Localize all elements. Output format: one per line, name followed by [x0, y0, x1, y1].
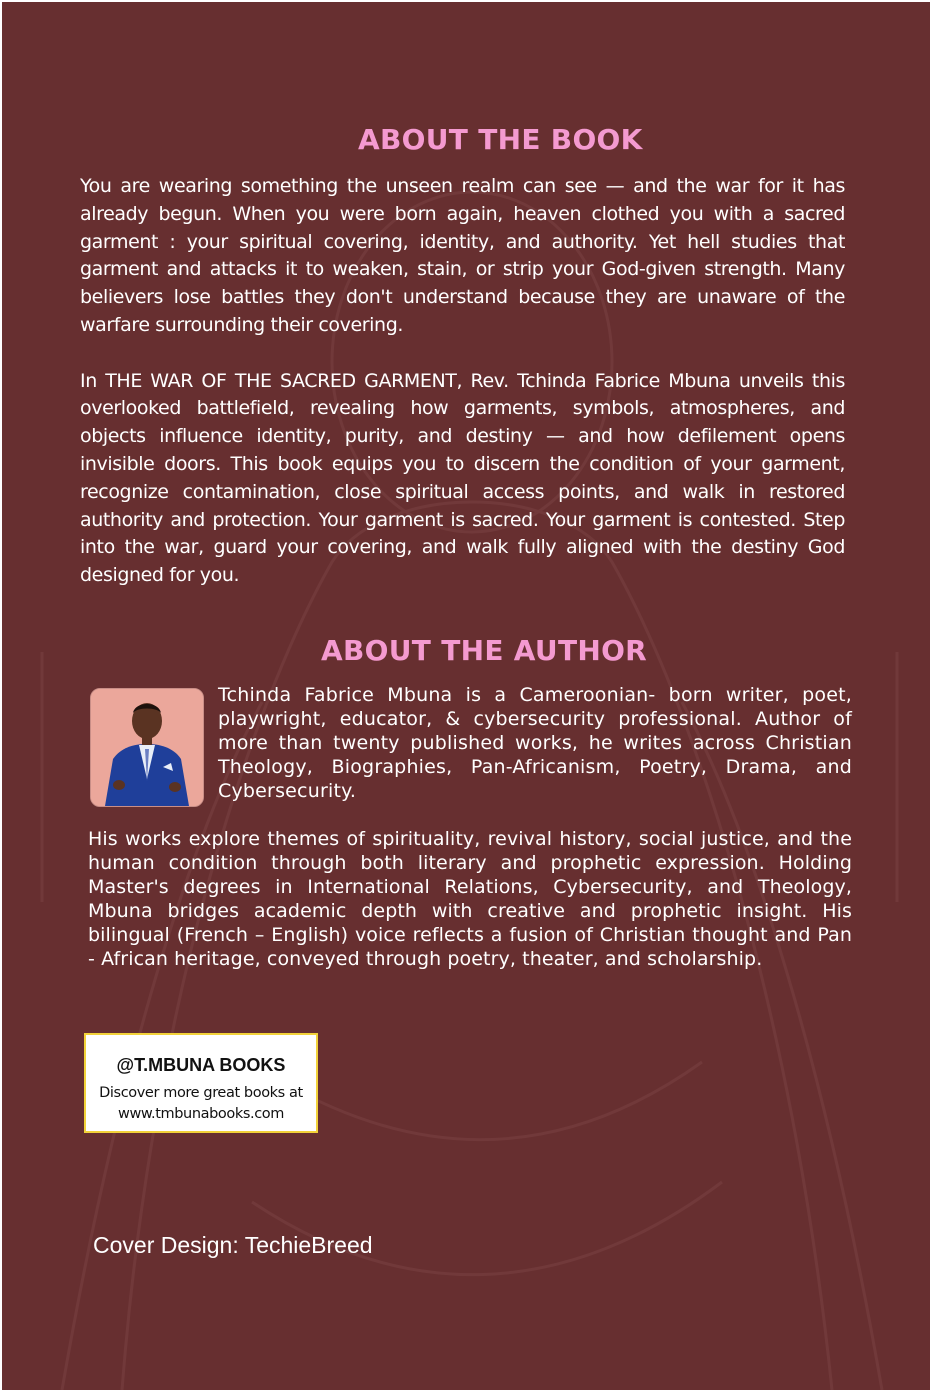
cover-design-credit: Cover Design: TechieBreed	[93, 1232, 373, 1258]
author-bio-text: His works explore themes of spirituality, revival history, social justice, and the human condition through both literary and prophetic expression. Holding Master's degrees in International Relations, Cybersecurity, and Theology, Mbuna bridges academic depth with creative and prophetic insight. His bilingual (French – English) voice reflects a fusion of Christian thought and Pan - African heritage, conveyed through poetry, theater, and scholarship.	[88, 828, 852, 970]
about-author-heading: ABOUT THE AUTHOR	[321, 634, 648, 667]
author-intro-text: Tchinda Fabrice Mbuna is a Cameroonian- born writer, poet, playwright, educator, & cybersecurity professional. Author of more than twenty published works, he writes across Christian Theology, Biographies, Pan-Africanism, Poetry, Drama, and Cybersecurity.	[218, 684, 852, 802]
about-book-heading: ABOUT THE BOOK	[358, 123, 643, 156]
publisher-tagline: Discover more great books at	[99, 1085, 303, 1101]
about-book-paragraph-2: In THE WAR OF THE SACRED GARMENT, Rev. Tchinda Fabrice Mbuna unveils this overlooked battlefield, revealing how garments, symbols, atmospheres, and objects influence identity, purity, and destiny — and how defilement opens invisible doors. This book equips you to discern the condition of your garment, recognize contamination, close spiritual access points, and walk in restored authority and protection. Your garment is sacred. Your garment is contested. Step into the war, guard your covering, and walk fully aligned with the destiny God designed for you.	[80, 369, 845, 587]
publisher-box	[84, 1033, 318, 1133]
author-photo	[90, 688, 204, 807]
publisher-name: @T.MBUNA BOOKS	[116, 1055, 286, 1075]
about-book-text	[80, 173, 845, 618]
publisher-website: www.tmbunabooks.com	[117, 1106, 284, 1122]
about-book-paragraph-1: You are wearing something the unseen realm can see — and the war for it has already begun. When you were born again, heaven clothed you with a sacred garment : your spiritual covering, identity, and authority. Yet hell studies that garment and attacks it to weaken, stain, or strip your God-given strength. Many believers lose battles they don't understand because they are unaware of the warfare surrounding their covering.	[80, 175, 845, 336]
back-cover	[2, 2, 930, 1390]
